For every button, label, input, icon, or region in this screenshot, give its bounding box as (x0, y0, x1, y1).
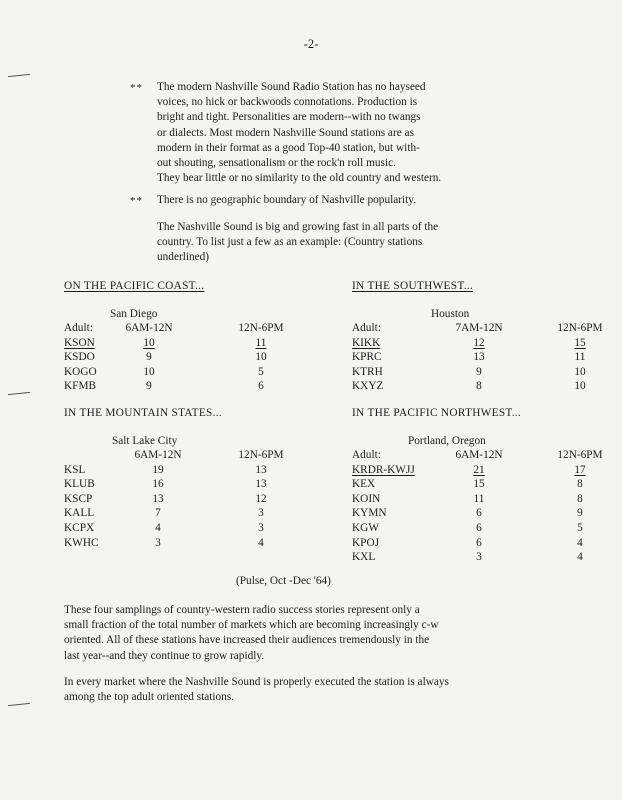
region-heading-pacific-coast: ON THE PACIFIC COAST... (64, 280, 205, 292)
station-call-sign: KYMN (352, 507, 387, 520)
station-call-sign: KGW (352, 522, 379, 534)
column-header-morning: 7AM-12N (455, 322, 503, 334)
city-portland: Portland, Oregon (408, 435, 486, 447)
station-call-sign: KFMB (64, 380, 97, 393)
column-header-morning: 6AM-12N (455, 449, 503, 461)
station-call-sign: KOGO (64, 365, 97, 378)
rating-morning: 3 (155, 536, 161, 549)
rating-afternoon: 10 (574, 380, 586, 393)
rating-afternoon: 9 (577, 507, 583, 520)
station-call-sign: KSDO (64, 351, 95, 364)
station-call-sign: KOIN (352, 492, 381, 505)
rating-afternoon: 3 (258, 507, 264, 520)
text-line: among the top adult oriented stations. (64, 691, 235, 704)
rating-morning: 6 (476, 536, 482, 549)
paragraph-every-market (64, 675, 584, 705)
text-line: They bear little or no similarity to the old country and western. (157, 172, 442, 185)
station-call-sign: KRDR-KWJJ (352, 463, 415, 476)
source-citation: (Pulse, Oct -Dec '64) (236, 575, 331, 587)
text-line: voices, no hick or backwoods connotations. Production is (157, 96, 418, 109)
region-heading-northwest: IN THE PACIFIC NORTHWEST... (352, 407, 522, 419)
column-label-adult: Adult: (352, 322, 381, 334)
rating-morning: 16 (152, 478, 164, 491)
paragraph-growing (157, 220, 557, 266)
rating-afternoon: 11 (255, 336, 267, 349)
rating-morning: 6 (476, 507, 482, 520)
station-call-sign: KPRC (352, 351, 382, 364)
station-call-sign: KTRH (352, 365, 383, 378)
station-call-sign: KIKK (352, 336, 381, 349)
rating-morning: 3 (476, 551, 482, 564)
column-header-morning: 6AM-12N (134, 449, 182, 461)
station-call-sign: KSON (64, 336, 95, 349)
station-call-sign: KXYZ (352, 380, 384, 393)
rating-afternoon: 4 (577, 536, 583, 549)
rating-afternoon: 8 (577, 478, 583, 491)
rating-afternoon: 3 (258, 522, 264, 534)
rating-morning: 7 (155, 507, 161, 520)
rating-afternoon: 10 (255, 351, 267, 364)
rating-afternoon: 4 (258, 536, 264, 549)
margin-mark (8, 74, 30, 77)
rating-morning: 15 (473, 478, 485, 491)
column-label-adult: Adult: (352, 449, 381, 461)
station-call-sign: KCPX (64, 522, 95, 534)
rating-afternoon: 12 (255, 492, 267, 505)
rating-morning: 9 (146, 351, 152, 364)
rating-morning: 21 (473, 463, 485, 476)
column-header-afternoon: 12N-6PM (238, 322, 284, 334)
region-heading-southwest: IN THE SOUTHWEST... (352, 280, 474, 292)
rating-afternoon: 5 (577, 522, 583, 534)
margin-mark (8, 703, 30, 706)
rating-morning: 13 (473, 351, 485, 364)
rating-morning: 6 (476, 522, 482, 534)
station-call-sign: KALL (64, 507, 95, 520)
text-line: bright and tight. Personalities are modern--with no twangs (157, 111, 421, 124)
rating-morning: 8 (476, 380, 482, 393)
text-line: last year--and they continue to grow rapidly. (64, 649, 265, 662)
page-number: -2- (303, 37, 319, 51)
paragraph-geographic (157, 193, 557, 208)
text-line: or dialects. Most modern Nashville Sound stations are as (157, 126, 414, 139)
station-call-sign: KSCP (64, 492, 93, 505)
station-call-sign: KXL (352, 551, 376, 564)
paragraph-samplings (64, 603, 584, 664)
text-line: small fraction of the total number of markets which are becoming increasingly c-w (64, 619, 439, 632)
rating-morning: 12 (473, 336, 485, 349)
text-line: oriented. All of these stations have increased their audiences tremendously in the (64, 634, 430, 647)
column-header-morning: 6AM-12N (125, 322, 173, 334)
rating-afternoon: 4 (577, 551, 583, 564)
rating-morning: 4 (155, 522, 161, 534)
rating-afternoon: 11 (574, 351, 586, 364)
rating-afternoon: 13 (255, 463, 267, 476)
margin-mark (8, 392, 30, 395)
rating-morning: 10 (143, 336, 155, 349)
column-label-adult: Adult: (64, 322, 93, 334)
rating-morning: 10 (143, 365, 155, 378)
city-houston: Houston (431, 308, 470, 320)
station-call-sign: KEX (352, 478, 376, 491)
rating-afternoon: 10 (574, 365, 586, 378)
text-line: underlined) (157, 251, 210, 264)
rating-morning: 19 (152, 463, 164, 476)
text-line: The modern Nashville Sound Radio Station has no hayseed (157, 81, 426, 93)
rating-afternoon: 17 (574, 463, 586, 476)
station-call-sign: KWHC (64, 536, 99, 549)
text-line: modern in their format as a good Top-40 station, but with- (157, 141, 420, 154)
rating-morning: 9 (146, 380, 152, 393)
rating-afternoon: 8 (577, 492, 583, 505)
city-san-diego: San Diego (110, 308, 158, 320)
bullet-marker: ** (130, 195, 143, 207)
text-line: There is no geographic boundary of Nashville popularity. (157, 194, 417, 206)
rating-afternoon: 6 (258, 380, 264, 393)
rating-afternoon: 5 (258, 365, 264, 378)
text-line: The Nashville Sound is big and growing fast in all parts of the (157, 221, 439, 233)
column-header-afternoon: 12N-6PM (557, 322, 603, 334)
column-header-afternoon: 12N-6PM (238, 449, 284, 461)
station-call-sign: KPOJ (352, 536, 379, 549)
rating-morning: 9 (476, 365, 482, 378)
column-header-afternoon: 12N-6PM (557, 449, 603, 461)
bullet-marker: ** (130, 82, 143, 94)
region-heading-mountain: IN THE MOUNTAIN STATES... (64, 407, 222, 419)
text-line: These four samplings of country-western radio success stories represent only a (64, 604, 420, 616)
rating-afternoon: 13 (255, 478, 267, 491)
station-call-sign: KLUB (64, 478, 95, 491)
text-line: country. To list just a few as an example: (Country stations (157, 236, 423, 249)
rating-morning: 11 (473, 492, 485, 505)
text-line: out shouting, sensationalism or the rock'n roll music. (157, 157, 396, 170)
rating-afternoon: 15 (574, 336, 586, 349)
city-salt-lake: Salt Lake City (112, 435, 178, 447)
station-call-sign: KSL (64, 463, 86, 476)
rating-morning: 13 (152, 492, 164, 505)
paragraph-radio-station (157, 80, 557, 186)
text-line: In every market where the Nashville Sound is properly executed the station is always (64, 676, 449, 688)
